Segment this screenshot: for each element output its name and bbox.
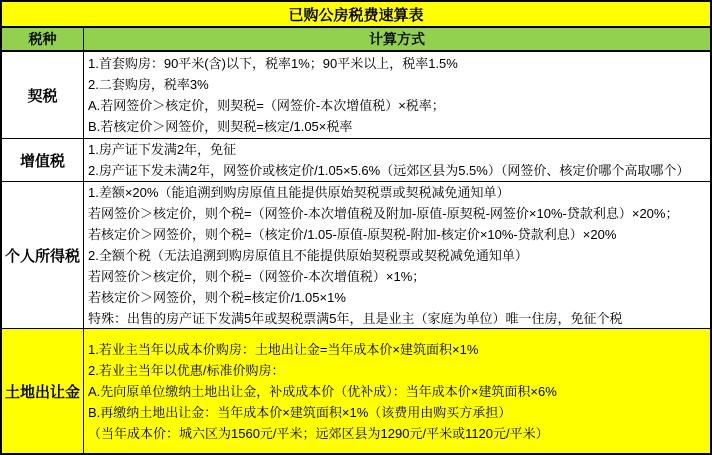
tax-name-deed-tax: 契税 [2, 52, 84, 138]
calc-line: 1.首套购房：90平米(含)以下，税率1%；90平米以上，税率1.5% [88, 56, 458, 71]
calc-cell-deed-tax [84, 52, 710, 138]
calc-line: 2.全额个税（无法追溯到购房原值且不能提供原始契税票或契税减免通知单） [88, 248, 528, 263]
calc-line: 2.房产证下发未满2年，网签价或核定价/1.05×5.6%（远郊区县为5.5%）（网签价、核定价哪个高取哪个） [88, 163, 690, 178]
row-deed-tax [2, 52, 710, 139]
tax-name-personal-income-tax: 个人所得税 [2, 182, 84, 329]
calc-line: 2.二套购房，税率3% [88, 77, 209, 92]
header-row [2, 28, 710, 52]
calc-cell-personal-income-tax [84, 182, 710, 329]
calc-line: 2.若业主当年以优惠/标准价购房： [88, 362, 285, 378]
calc-cell-vat [84, 139, 710, 181]
tax-name-land-transfer-fee: 土地出让金 [2, 329, 84, 453]
calc-line: 1.若业主当年以成本价购房：土地出让金=当年成本价×建筑面积×1% [88, 341, 479, 357]
calc-line: 1.差额×20%（能追溯到购房原值且能提供原始契税票或契税减免通知单） [88, 185, 510, 200]
calc-line: B.再缴纳土地出让金：当年成本价×建筑面积×1%（该费用由购买方承担） [88, 404, 512, 420]
calc-line: 若网签价＞核定价，则个税=（网签价-本次增值税及附加-原值-原契税-网签价×10%-贷款利息）×20%； [88, 206, 679, 221]
calc-cell-land-transfer-fee [84, 329, 710, 453]
calc-line: 若网签价＞核定价，则个税=（网签价-本次增值税）×1%； [88, 269, 426, 284]
table-title: 已购公房税费速算表 [2, 2, 710, 28]
row-vat [2, 139, 710, 182]
row-personal-income-tax [2, 182, 710, 329]
tax-name-vat: 增值税 [2, 139, 84, 181]
row-land-transfer-fee [2, 329, 710, 453]
calc-line: 若核定价＞网签价，则个税=（核定价/1.05-原值-原契税-附加-核定价×10%-贷款利息）×20% [88, 227, 617, 242]
calc-line: 若核定价＞网签价，则个税=核定价/1.05×1% [88, 290, 346, 305]
calc-line: 1.房产证下发满2年，免征 [88, 142, 237, 157]
calc-line: 特殊：出售的房产证下发满5年或契税票满5年，且是业主（家庭为单位）唯一住房，免征个税 [88, 311, 623, 326]
calc-line: A.若网签价＞核定价，则契税=（网签价-本次增值税）×税率； [88, 98, 445, 113]
calc-line: B.若核定价＞网签价，则契税=核定/1.05×税率 [88, 119, 353, 134]
col-header-tax-type: 税种 [2, 28, 84, 50]
calc-line: （当年成本价：城六区为1560元/平米；远郊区县为1290元/平米或1120元/平米） [88, 425, 549, 441]
calc-line: A.先向原单位缴纳土地出让金，补成成本价（优补成）：当年成本价×建筑面积×6% [88, 383, 557, 399]
col-header-calc-method: 计算方式 [369, 31, 425, 47]
